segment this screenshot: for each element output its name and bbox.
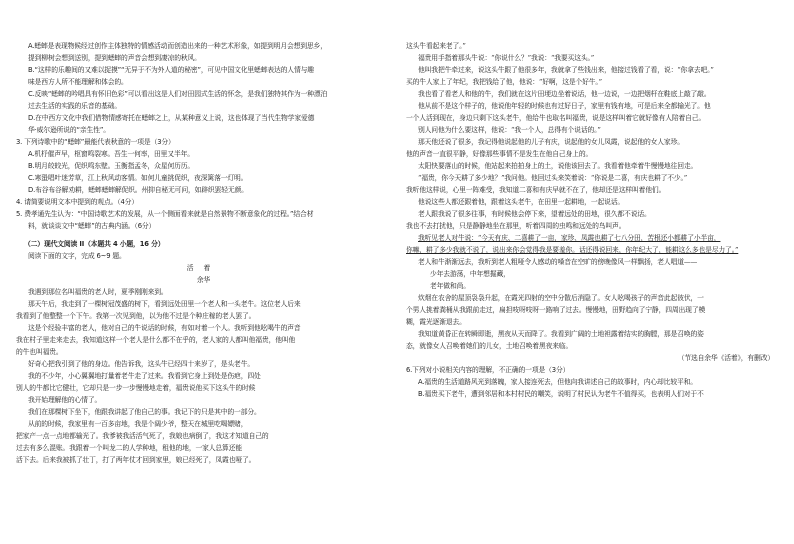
right-line-1: 这头牛看起来老了。” <box>406 42 466 50</box>
source-note: （节选自余华《活着》，有删改） <box>677 354 774 362</box>
story-title: 活着 <box>186 264 221 272</box>
right-line-7: 一个人活到现在，身边只剩下这头老牛，他给牛也取名叫福贵，说是这样叫着它就好像有人陪着自己。 <box>406 114 706 122</box>
story-line-1: 我遇到那位名叫福贵的老人时，夏季刚刚来到。 <box>28 288 168 296</box>
story-line-13: 把家产一点一点地都输光了。我爹被我活活气死了，我娘也病倒了，我这才知道自己的 <box>16 432 269 440</box>
right-line-16: 我也不去打扰他，只是静静地坐在那里，听着四周的虫鸣和远处的鸟叫声。 <box>406 222 626 230</box>
story-line-5: 我在村子里走来走去，我知道这样一个老人是什么都不在乎的，老人家的人都叫他福贵，他叫他 <box>16 336 296 344</box>
ending-line-4: 我知道黄昏正在转瞬即逝，黑夜从天而降了。我看到广阔的土地袒露着结实的胸膛，那是召唤的姿 <box>418 330 704 338</box>
right-line-14: 他说这些人都还跟着他，跟着这头老牛，在田里一起耕地，一起说话。 <box>418 198 625 206</box>
question-6: 6.下列对小说相关内容的理解，不正确的一项是（3分） <box>406 366 570 374</box>
section-instruction: 阅读下面的文字，完成 6~9 题。 <box>28 252 126 260</box>
song-line-2: 老年做和尚。 <box>430 282 470 290</box>
right-line-15: 老人跟我说了很多往事，有时候他会停下来，望着远处的田地，很久都不说话。 <box>418 210 651 218</box>
right-line-8: 别人问他为什么要这样，他说：“我一个人，总得有个说话的。” <box>418 126 601 134</box>
question-5-line-1: 5. 费孝通先生认为：“中国诗歌艺术的发展，从一个侧面看来就是自然景物不断意象化的过程。”结合材 <box>16 210 314 218</box>
song-intro: 老人和牛渐渐远去，我听到老人粗哑令人感动的嗓音在空旷的傍晚像风一样飘扬，老人唱道—— <box>418 258 698 266</box>
option-b-line-2: 味是西方人所不能理解和体会的。 <box>28 78 128 86</box>
option-d-line-2: 华·威尔逊所说的“亲生性”。 <box>28 126 110 134</box>
question-4: 4. 请简要说明文本中提到的观点。（4分） <box>16 198 138 206</box>
right-column <box>406 40 780 540</box>
ending-line-2: 个男人挑着粪桶从我跟前走过，扁担吱呀吱呀一路响了过去。慢慢地，田野趋向了宁静，四周出现了模 <box>406 306 706 314</box>
question-5-line-2: 料，就谈谈文中“蟋蟀”的古典内涵。（6分） <box>28 222 156 230</box>
song-line-1: 少年去游荡，中年想掘藏， <box>430 270 510 278</box>
right-line-12: “福贵，你今天耕了多少地？”我问他。他回过头来笑着说：“你说是二喜，有庆也耕了不少。” <box>418 174 688 182</box>
option-a-line-1: A.蟋蟀是表现物候经过创作主体独特的情感活动而创造出来的一种艺术形象，如提到明月会想到思乡， <box>28 42 327 50</box>
option-d-line-1: D.在中西方文化中我们借物情感寄托在蟋蟀之上，从某种意义上说，这也体现了当代生物学家爱德 <box>28 114 315 122</box>
q6-option-a: A.福贵的生活道路风光到落魄，家人接连死去，但他向我讲述自己的故事时，内心却比较平和。 <box>418 378 697 386</box>
underlined-passage-line-1: 我听见老人对牛说：“今天有庆、二喜耕了一亩，家珍、凤霞也耕了七八分田，苦根还小都耕了小半亩， <box>418 234 721 242</box>
option-a-line-2: 提到柳树会想到送别，提到蟋蟀的声音会想到凄凉的秋风。 <box>28 54 201 62</box>
ending-line-5: 态，就像女人召唤着她们的儿女，土地召唤着黑夜来临。 <box>406 342 573 350</box>
underlined-passage-line-2: 你嘛，耕了多少我就不说了，说出来你会觉得我是要羞你。话还得说回来，你年纪大了，能耕这么多也是尽力了。” <box>406 246 739 254</box>
left-column <box>16 40 391 540</box>
q6-option-b: B.福贵买下老牛，遭到邻居和本村村民的嘲笑，说明了村民认为老牛不值得买，也表明人们对于不 <box>418 390 704 398</box>
right-line-10: 他的声音一直很平静，好像那些事情不是发生在他自己身上的。 <box>406 150 593 158</box>
q3-option-b: B.明月皎皎光，促织鸣东壁。玉衡指孟冬，众星何历历。 <box>28 162 195 170</box>
q3-option-a: A.机杼催声早，枢窗鸣裂寒。吾生一何率，田里又半年。 <box>28 150 194 158</box>
story-author: 余华 <box>196 276 211 284</box>
right-line-4: 买的牛人家上了年纪，我把钱给了他，他说：“好啊，这是个好牛。” <box>406 78 603 86</box>
q3-option-c: C.寒蛩唱叶迷芳草，江上秋风动客情。如何儿童挑促织，夜深篱落一灯明。 <box>28 174 248 182</box>
question-3: 3. 下列诗歌中的“蟋蟀”最能代表秋意的一项是（3分） <box>16 138 175 146</box>
right-line-13: 我听他这样说，心里一阵难受，我知道二喜和有庆早就不在了，他却还是这样叫着他们。 <box>406 186 666 194</box>
right-line-9: 那天他还说了很多，我记得他说起他的儿子有庆，说起他的女儿凤霞，说起他的女人家珍。 <box>418 138 684 146</box>
story-line-12: 从前的时候，我家里有一百多亩地，我是个阔少爷，整天在城里吃喝嫖赌， <box>28 420 248 428</box>
story-line-14: 过去有多么混账。我跟着一个叫龙二的人学种地，租他的地，一家人总算还能 <box>16 444 242 452</box>
story-line-15: 活下去。后来我被抓了壮丁，打了两年仗才回到家里，娘已经死了，凤霞也哑了。 <box>16 456 256 464</box>
story-line-9: 别人的牛都比它健壮，它却只是一步一步慢慢地走着，福贵说他买下这头牛的时候 <box>16 384 256 392</box>
option-c-line-2: 过去生活的实践的乐音的基础。 <box>28 102 122 110</box>
story-line-6: 的牛也叫福贵。 <box>16 348 63 356</box>
q3-option-d: D.布谷布谷解劝耕，蟋蟀蟋蟀解促织。州抑自秘无可问，如辟织罢轻无颜。 <box>28 186 248 194</box>
right-line-3: 他叫我把牛牵过来，说这头牛跟了他很多年，我就拿了些钱出来，他接过钱看了看，说：“你拿去吧。” <box>418 66 714 74</box>
right-line-2: 福贵用手指着那头牛说：“你说什么？”我说：“我要买这头。” <box>418 54 595 62</box>
story-line-7: 好奇心把我引到了他的身边。他告诉我，这头牛已经四十来岁了，是头老牛。 <box>28 360 254 368</box>
story-line-10: 我开始理解他的心情了。 <box>28 396 102 404</box>
story-line-3: 我看到了他整整一个下午。我第一次见到他，以为他不过是个种庄稼的老人罢了。 <box>16 312 256 320</box>
story-line-4: 这是个经验丰富的老人，他对自己的牛说话的时候，有如对着一个人。我听到他吆喝牛的声音 <box>28 324 301 332</box>
ending-line-1: 炊烟在农舍的屋顶袅袅升起，在霞光四射的空中分散后消隐了。女人吆喝孩子的声音此起彼伏，一 <box>418 294 704 302</box>
right-line-6: 他从前不是这个样子的，他说他年轻的时候也有过好日子，家里有钱有地，可是后来全都输光了。他 <box>418 102 711 110</box>
section-header: （二）现代文阅读 II（本题共 4 小题，16 分） <box>24 240 165 248</box>
right-line-11: 太阳快要落山的时候，他站起来拍拍身上的土，说他该回去了。我看着他牵着牛慢慢地往回走。 <box>418 162 698 170</box>
option-c-line-1: C.反映“蟋蟀的吟唱具有怀旧色彩”可以看出这是人们对田园式生活的怀念，是我们独特其作为一种漂泊 <box>28 90 328 98</box>
story-line-2: 那天午后，我走到了一棵树冠茂盛的树下，看到远处田里一个老人和一头老牛。这位老人后来 <box>28 300 301 308</box>
story-line-11: 我们在那棵树下坐下，他跟我讲起了他自己的事。我记下的只是其中的一部分。 <box>28 408 261 416</box>
right-line-5: 我也看了看老人和他的牛，我们就在这片田埂边坐着说话，他一边说，一边把烟杆在鞋底上敲了敲。 <box>418 90 711 98</box>
story-line-8: 我的不少年，小心翼翼地打量着老牛走了过来。我看到它身上到处是伤疤，四处 <box>28 372 261 380</box>
ending-line-3: 糊，霞光逐渐退去。 <box>406 318 466 326</box>
option-b-line-1: B.“这样的乐趣间的又难以捉摸”“无异于不为外人道的秘密”，可见中国文化里蟋蟀表达的人情与趣 <box>28 66 314 74</box>
